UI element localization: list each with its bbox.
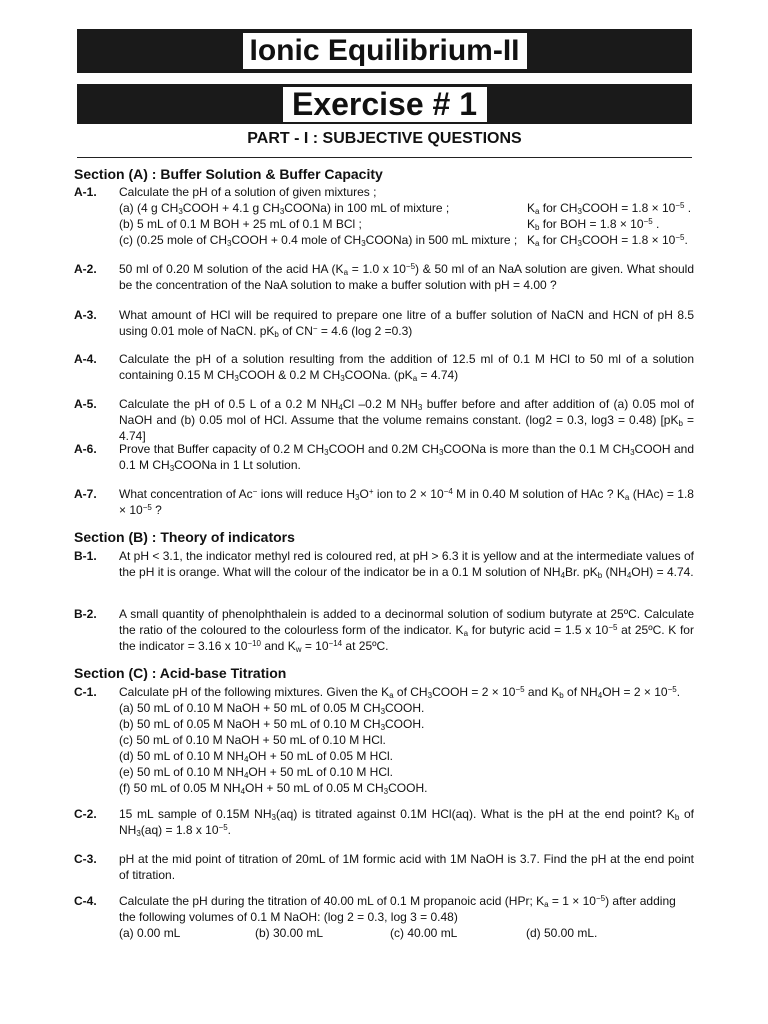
- question-number: C-3.: [74, 852, 97, 866]
- question-number: A-3.: [74, 308, 97, 322]
- part-title: PART - I : SUBJECTIVE QUESTIONS: [247, 130, 522, 147]
- question-number: A-6.: [74, 442, 97, 456]
- option-a: (a) 0.00 mL: [119, 926, 181, 940]
- question-number: A-4.: [74, 352, 97, 366]
- question-a3: [74, 307, 694, 339]
- chapter-header-band: [77, 29, 692, 73]
- question-text: What concentration of Ac− ions will reduce $H_3O^+$ ion to $2 \times 10^{-4}$ M in 0.40 M solution of HAc ? $K_a$ $(HAc) = 1.8 \times 10^{-5}$ ?: [119, 487, 694, 517]
- question-text: Calculate the pH during the titration of 40.00 mL of 0.1 M propanoic acid (HPr; $K_a = 1 \times 10^{-5}$) after adding the following volumes of 0.1 M NaOH: (log 2 = 0.3, log 3 = 0.48): [119, 894, 676, 924]
- question-text: pH at the mid point of titration of 20mL of 1M formic acid with 1M NaOH is 3.7. Find the pH at the end point of titration.: [119, 852, 694, 882]
- option-c-constant: $K_a$ for $CH_3COOH = 1.8 \times 10^{-5}$.: [527, 233, 688, 248]
- question-number: A-5.: [74, 397, 97, 411]
- question-number: C-4.: [74, 894, 97, 908]
- question-text: 50 ml of 0.20 M solution of the acid HA ($K_a = 1.0$ x $10^{-5}$) & 50 ml of an NaA solution are given. What should be the concentration of the NaA solution to make a buffer solution with pH = 4.00 ?: [119, 262, 695, 292]
- question-number: B-2.: [74, 607, 97, 621]
- list-item: (d) 50 mL of 0.10 M $NH_4OH + 50$ mL of 0.05 M HCl.: [119, 749, 393, 764]
- question-c2: [74, 806, 694, 838]
- option-c: (c) (0.25 mole of $CH_3COOH + 0.4$ mole of $CH_3COONa$) in 500 mL mixture ;: [119, 233, 518, 248]
- exercise-header-band: [77, 84, 692, 124]
- option-b: (b) 5 mL of 0.1 M BOH + 25 mL of 0.1 M BCl ;: [119, 217, 362, 231]
- question-text: A small quantity of phenolphthalein is added to a decinormal solution of sodium butyrate at 25ºC. Calculate the ratio of the coloured to the colourless form of the indicator. $K_a$ for butyric acid = 1.5 x $10^{-5}$ at 25ºC. K for the indicator = 3.16 x $10^{-10}$ and $K_w = 10^{-14}$ at 25ºC.: [119, 607, 694, 654]
- question-number: B-1.: [74, 549, 97, 563]
- question-c1: [74, 684, 694, 796]
- option-b-constant: $K_b$ for BOH = $1.8 \times 10^{-5}$ .: [527, 217, 660, 232]
- list-item: (c) 50 mL of 0.10 M NaOH + 50 mL of 0.10 M HCl.: [119, 733, 386, 747]
- chapter-title: Ionic Equilibrium-II: [241, 31, 529, 71]
- option-d: (d) 50.00 mL.: [526, 926, 598, 940]
- question-text: Calculate the pH of a solution of given mixtures ;: [119, 185, 377, 199]
- option-a-constant: $K_a$ for $CH_3COOH = 1.8 \times 10^{-5}$ .: [527, 201, 692, 216]
- question-c4: [74, 893, 694, 941]
- section-a-heading: Section (A) : Buffer Solution & Buffer Capacity: [74, 166, 383, 182]
- question-b2: [74, 606, 694, 654]
- list-item: (a) 50 mL of 0.10 M NaOH + 50 mL of 0.05 M $CH_3COOH$.: [119, 701, 425, 716]
- question-text: Calculate the pH of 0.5 L of a 0.2 M $NH_4Cl$ –0.2 M $NH_3$ buffer before and after addition of (a) 0.05 mol of NaOH and (b) 0.05 mol of HCl. Assume that the volume remains constant. (log2 = 0.3, log3 = 0.48) $[pK_b = 4.74]$: [119, 397, 694, 443]
- question-a1: [74, 184, 694, 248]
- question-text: At pH < 3.1, the indicator methyl red is coloured red, at pH > 6.3 it is yellow and at the intermediate values of the pH it is orange. What will the colour of the indicator be in a 0.1 M solution of $NH_4Br$. $pK_b$ $(NH_4OH) = 4.74$.: [119, 549, 694, 580]
- exercise-title: Exercise # 1: [281, 85, 489, 124]
- option-b: (b) 30.00 mL: [255, 926, 324, 940]
- question-number: C-1.: [74, 685, 97, 699]
- question-number: A-7.: [74, 487, 97, 501]
- question-number: A-2.: [74, 262, 97, 276]
- question-a6: [74, 441, 694, 473]
- question-a4: [74, 351, 694, 383]
- question-number: A-1.: [74, 185, 97, 199]
- question-text: 15 mL sample of 0.15M $NH_3(aq)$ is titrated against 0.1M HCl(aq). What is the pH at the end point? $K_b$ of $NH_3(aq) = 1.8$ x $10^{-5}$.: [119, 807, 694, 838]
- option-list: [119, 700, 694, 796]
- question-text: Calculate the pH of a solution resulting from the addition of 12.5 ml of 0.1 M HCl to 50 ml of a solution containing 0.15 M $CH_3COOH$ & 0.2 M $CH_3COONa$. $(pK_a = 4.74)$: [119, 352, 694, 383]
- list-item: (e) 50 mL of 0.10 M $NH_4OH + 50$ mL of 0.10 M HCl.: [119, 765, 393, 780]
- question-b1: [74, 548, 694, 580]
- question-text: Prove that Buffer capacity of 0.2 M $CH_3COOH$ and 0.2M $CH_3COONa$ is more than the 0.1 M $CH_3COOH$ and 0.1 M $CH_3COONa$ in 1 Lt solution.: [119, 442, 694, 473]
- section-b-heading: Section (B) : Theory of indicators: [74, 529, 295, 545]
- section-c-heading: Section (C) : Acid-base Titration: [74, 665, 287, 681]
- question-text: What amount of HCl will be required to prepare one litre of a buffer solution of NaCN and HCN of pH 8.5 using 0.01 mole of NaCN. $pK_b$ of CN− = 4.6 (log 2 =0.3): [119, 308, 694, 339]
- option-row: [119, 925, 694, 941]
- list-item: (b) 50 mL of 0.05 M NaOH + 50 mL of 0.10 M $CH_3COOH$.: [119, 717, 425, 732]
- question-a5: [74, 396, 694, 444]
- list-item: (f) 50 mL of 0.05 M $NH_4OH + 50$ mL of 0.05 M $CH_3COOH$.: [119, 781, 428, 796]
- divider: [77, 157, 692, 158]
- option-a: (a) (4 g $CH_3COOH + 4.1$ g $CH_3COONa$) in 100 mL of mixture ;: [119, 201, 450, 216]
- question-c3: [74, 851, 694, 883]
- option-c: (c) 40.00 mL: [390, 926, 458, 940]
- question-number: C-2.: [74, 807, 97, 821]
- question-text: Calculate pH of the following mixtures. Given the $K_a$ of $CH_3COOH = 2 \times 10^{-5}$ and $K_b$ of $NH_4OH = 2 \times 10^{-5}$.: [119, 685, 681, 700]
- question-a7: [74, 486, 694, 518]
- question-a2: [74, 261, 694, 293]
